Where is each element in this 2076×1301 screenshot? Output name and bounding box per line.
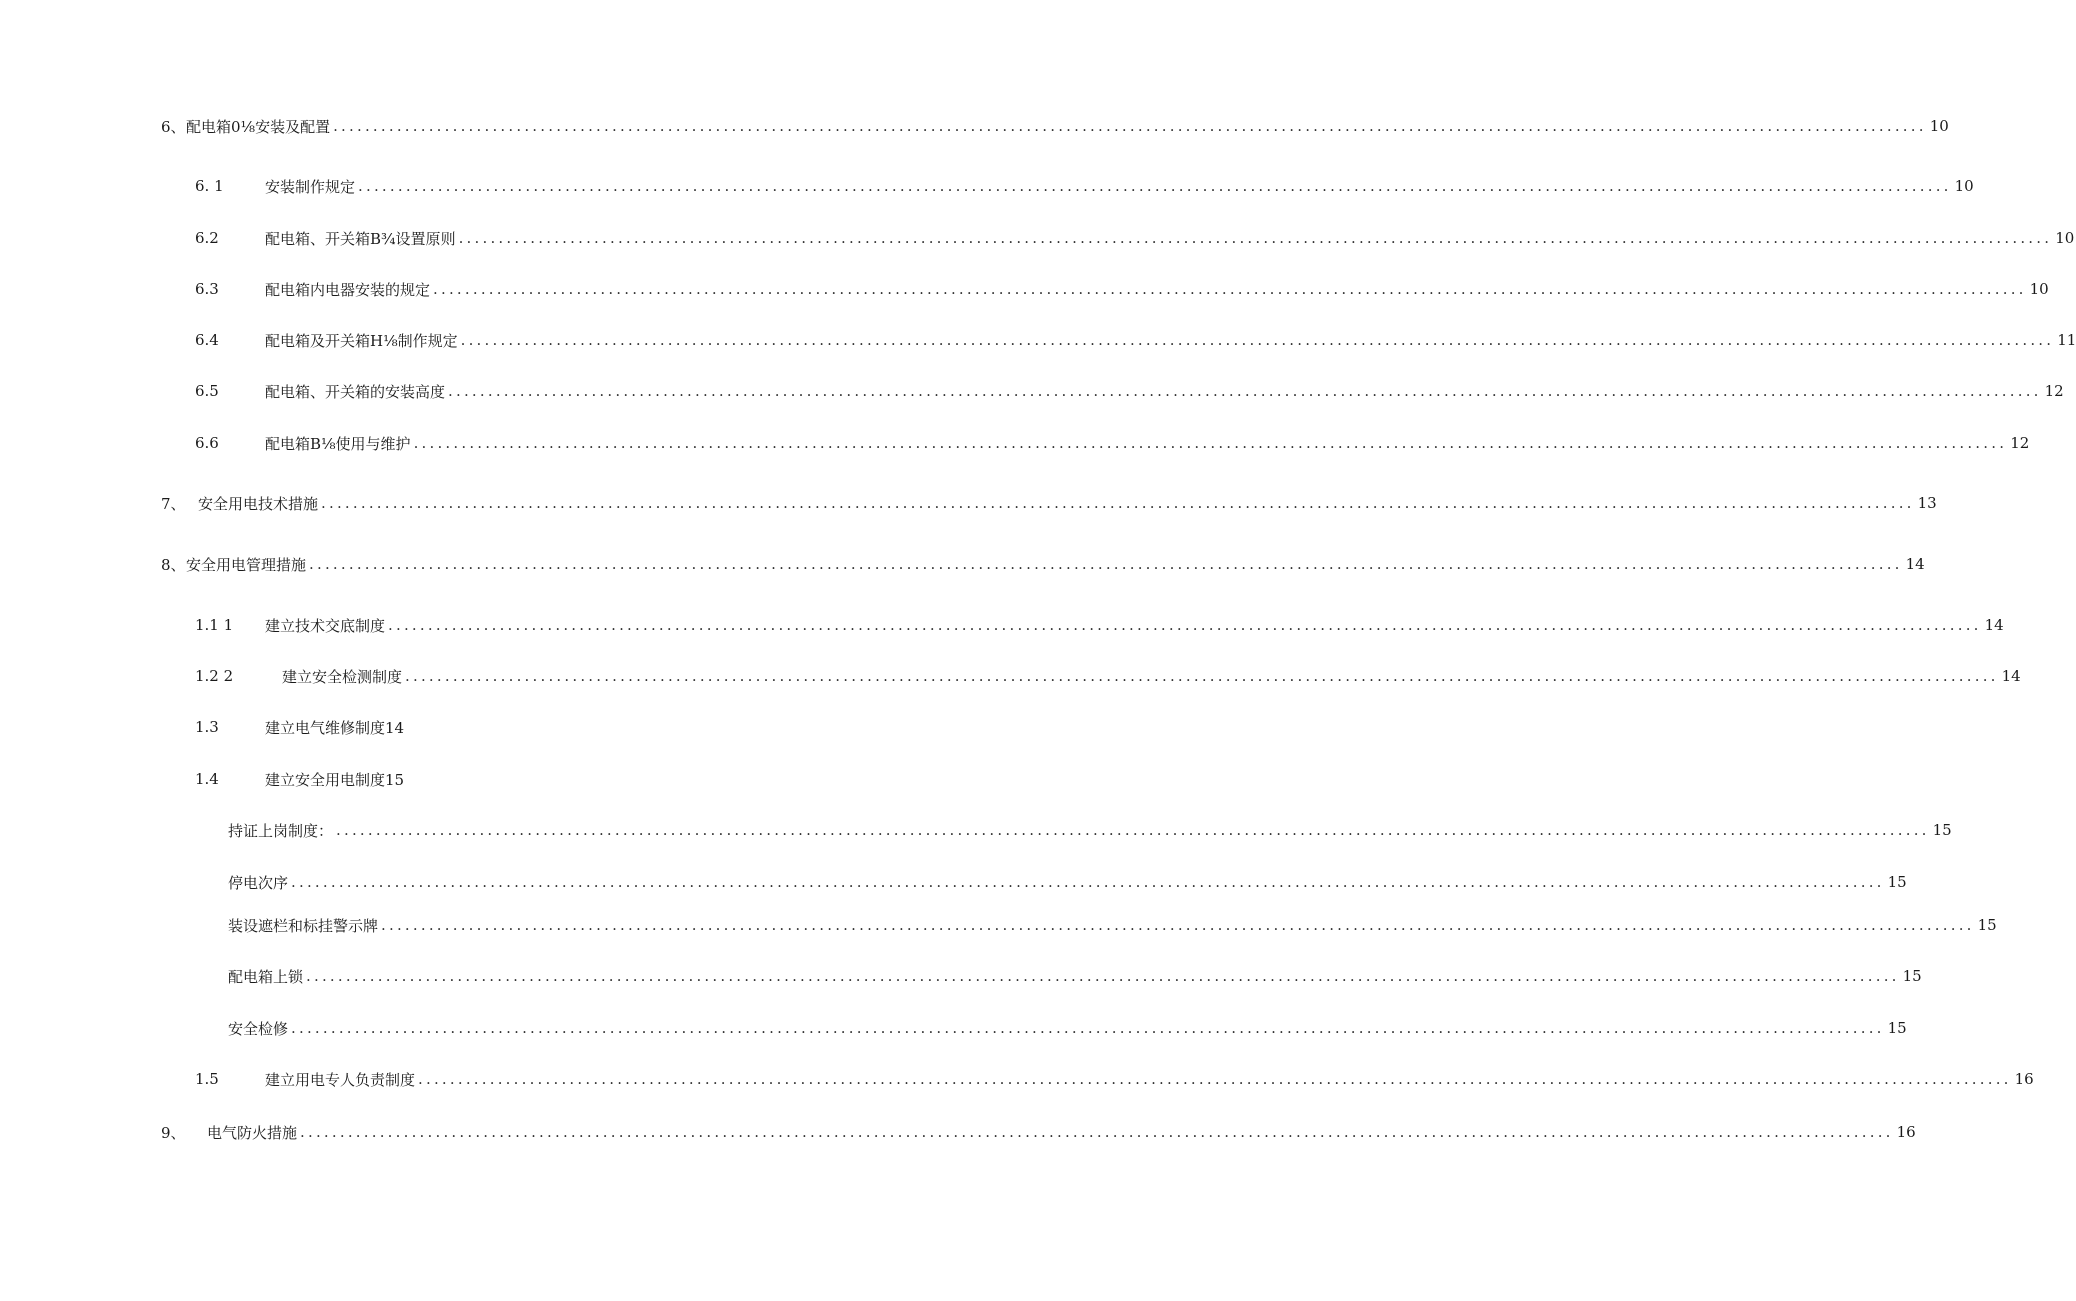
toc-row-leader: ........................................................................................................................................................................................................ [333, 117, 1927, 135]
toc-row-leader: ........................................................................................................................................................................................................ [358, 177, 1952, 195]
toc-row[interactable] [0, 716, 920, 738]
toc-row-page-number: 16 [2014, 1070, 2034, 1088]
toc-row-leader: ........................................................................................................................................................................................................ [418, 1070, 2012, 1088]
toc-row-leader: ........................................................................................................................................................................................................ [321, 494, 1915, 512]
toc-row[interactable] [0, 175, 1974, 197]
toc-row-page-number: 10 [2029, 280, 2049, 298]
toc-row-title: 建立安全检测制度 [282, 667, 403, 686]
toc-row-leader: ........................................................................................................................................................................................................ [306, 967, 1900, 985]
toc-row-leader: ........................................................................................................................................................................................................ [300, 1123, 1894, 1141]
toc-row[interactable] [0, 965, 1922, 987]
toc-row-number: 8、 [161, 555, 186, 574]
toc-row[interactable] [0, 553, 1925, 575]
toc-row-title: 配电箱B⅛使用与维护 [265, 434, 411, 453]
toc-row-title: 持证上岗制度： [228, 821, 334, 840]
toc-row-title: 配电箱0⅛安装及配置 [186, 117, 331, 136]
toc-row-number: 7、 [161, 494, 186, 513]
toc-row-leader: ........................................................................................................................................................................................................ [381, 916, 1975, 934]
toc-row-number: 1.4 [195, 770, 219, 788]
toc-row-page-number: 11 [2057, 331, 2076, 349]
toc-row-leader: ........................................................................................................................................................................................................ [309, 555, 1903, 573]
toc-row-leader: ........................................................................................................................................................................................................ [433, 280, 2027, 298]
toc-row-title: 配电箱及开关箱H⅛制作规定 [265, 331, 458, 350]
toc-row[interactable] [0, 329, 2076, 351]
toc-row[interactable] [0, 1068, 2034, 1090]
toc-row-title: 建立安全用电制度15 [265, 770, 405, 789]
toc-row-page-number: 12 [2010, 434, 2030, 452]
toc-row-title: 安全检修 [228, 1019, 289, 1038]
toc-row-leader: ........................................................................................................................................................................................................ [336, 821, 1930, 839]
toc-row-page-number: 14 [1905, 555, 1925, 573]
toc-row[interactable] [0, 665, 2021, 687]
toc-row-title: 电气防火措施 [207, 1123, 298, 1142]
toc-row[interactable] [0, 1121, 1916, 1143]
toc-row-page-number: 15 [1932, 821, 1952, 839]
toc-row-leader: ........................................................................................................................................................................................................ [448, 382, 2042, 400]
toc-row-leader: ........................................................................................................................................................................................................ [291, 873, 1885, 891]
toc-row-leader: ........................................................................................................................................................................................................ [458, 229, 2053, 247]
toc-row-page-number: 15 [1902, 967, 1922, 985]
toc-row-leader: ........................................................................................................................................................................................................ [413, 434, 2008, 452]
toc-row-number: 6.3 [195, 280, 219, 298]
toc-row-title: 配电箱、开关箱的安装高度 [265, 382, 446, 401]
toc-row-title: 装设遮栏和标挂警示牌 [228, 916, 379, 935]
toc-row-title: 建立电气维修制度14 [265, 718, 405, 737]
toc-row-title: 安全用电技术措施 [198, 494, 319, 513]
toc-row-leader: ........................................................................................................................................................................................................ [388, 616, 1982, 634]
toc-row-title: 安全用电管理措施 [186, 555, 307, 574]
toc-row-number: 1.3 [195, 718, 219, 736]
toc-row-page-number: 15 [1887, 1019, 1907, 1037]
toc-row-page-number: 13 [1917, 494, 1937, 512]
toc-row-page-number: 16 [1896, 1123, 1916, 1141]
toc-row-title: 安装制作规定 [265, 177, 356, 196]
toc-row-page-number: 15 [1977, 916, 1997, 934]
toc-row-page-number: 14 [2001, 667, 2021, 685]
toc-row-number: 6.4 [195, 331, 219, 349]
toc-row-number: 6.2 [195, 229, 219, 247]
toc-row-title: 建立用电专人负责制度 [265, 1070, 416, 1089]
toc-row-title: 建立技术交底制度 [265, 616, 386, 635]
toc-row-page-number: 10 [1929, 117, 1949, 135]
toc-row-title: 配电箱、开关箱B¾设置原则 [265, 229, 456, 248]
toc-row[interactable] [0, 278, 2049, 300]
toc-row-title: 配电箱内电器安装的规定 [265, 280, 431, 299]
toc-row[interactable] [0, 492, 1937, 514]
toc-row-leader: ........................................................................................................................................................................................................ [460, 331, 2055, 349]
toc-row-number: 1.5 [195, 1070, 219, 1088]
toc-row-title: 停电次序 [228, 873, 289, 892]
toc-row-number: 6.5 [195, 382, 219, 400]
toc-row-number: 6、 [161, 117, 186, 136]
toc-row-number: 9、 [161, 1123, 186, 1142]
toc-row[interactable] [0, 115, 1949, 137]
toc-row-title: 配电箱上锁 [228, 967, 304, 986]
toc-row[interactable] [0, 914, 1997, 936]
toc-row[interactable] [0, 227, 2075, 249]
toc-row[interactable] [0, 768, 920, 790]
toc-row-page-number: 10 [2055, 229, 2075, 247]
toc-row-leader: ........................................................................................................................................................................................................ [405, 667, 1999, 685]
toc-row-page-number: 10 [1954, 177, 1974, 195]
toc-row-leader: ........................................................................................................................................................................................................ [291, 1019, 1885, 1037]
toc-row-page-number: 15 [1887, 873, 1907, 891]
toc-row[interactable] [0, 432, 2030, 454]
toc-row-number: 6.6 [195, 434, 219, 452]
toc-row[interactable] [0, 380, 2064, 402]
toc-row[interactable] [0, 1017, 1907, 1039]
toc-row-number: 6. 1 [195, 177, 224, 195]
toc-row-page-number: 12 [2044, 382, 2064, 400]
toc-row[interactable] [0, 614, 2004, 636]
toc-row-number: 1.1 1 [195, 616, 234, 634]
toc-row-number: 1.2 2 [195, 667, 234, 685]
toc-row[interactable] [0, 871, 1907, 893]
toc-row[interactable] [0, 819, 1952, 841]
toc-row-page-number: 14 [1984, 616, 2004, 634]
